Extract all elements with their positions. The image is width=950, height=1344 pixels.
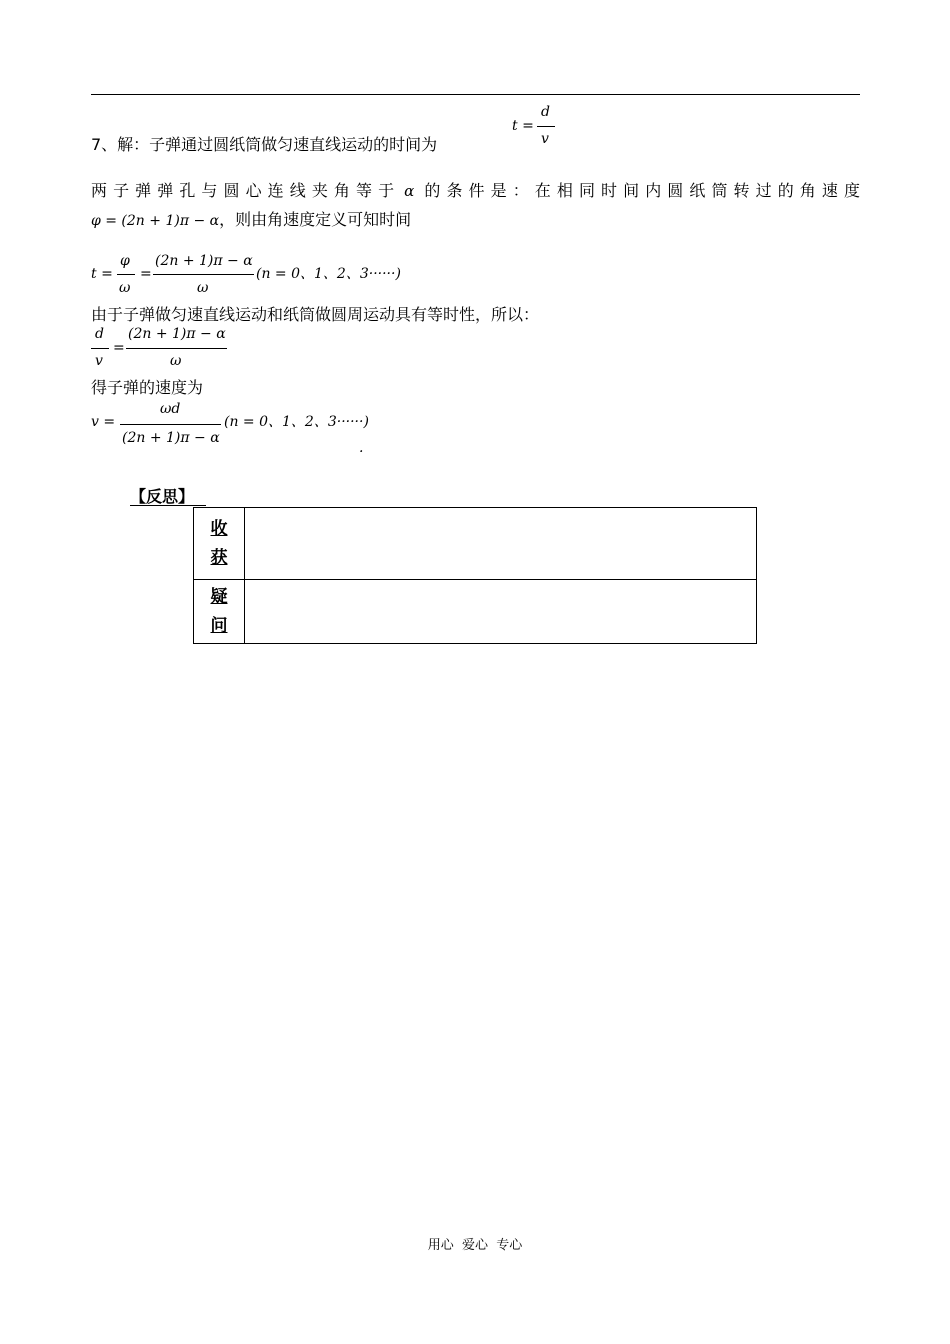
f3-den2: ω [170,353,182,369]
header-rule [91,94,860,95]
equal-time-text: 由于子弹做匀速直线运动和纸筒做圆周运动具有等时性，所以： [91,305,540,324]
f3-num1: d [95,326,104,342]
angle-line-text: ，则由角速度定义可知时间 [219,210,412,229]
reflection-table [193,507,757,644]
gains-content[interactable] [245,508,757,580]
f2-bar2 [153,274,254,275]
page-footer: 用心 爱心 专心 [427,1238,523,1253]
f2-lhs: t = [91,266,113,282]
gains-label-cell [194,508,245,580]
f4-lhs: v = [91,414,116,430]
f3-bar1 [91,348,109,349]
f4-denominator: (2n + 1)π − α [122,430,220,446]
f2-bar1 [117,274,135,275]
f2-condition: (n = 0、1、2、3······) [256,266,401,282]
condition-text-a: 两子弹弹孔与圆心连线夹角等于 [91,181,401,200]
f2-num1: φ [120,253,130,269]
f3-eq: = [113,340,125,356]
condition-line [91,181,860,201]
reflection-title-underline [130,505,206,506]
angle-formula: φ = (2n + 1)π − α [91,213,220,229]
f4-condition: (n = 0、1、2、3······) [224,414,369,430]
f3-den1: v [95,353,103,369]
f4-fraction-bar [120,424,221,425]
condition-text-b: 的条件是：在相同时间内圆纸筒转过的角速度 [418,181,860,200]
f1-denominator: v [541,131,549,147]
questions-label-char-1: 疑 [210,586,228,607]
gains-label-char-1: 收 [210,518,228,539]
gains-label-char-2: 获 [210,547,228,568]
reflection-row-questions [194,580,757,644]
solution-intro: 7、解：子弹通过圆纸筒做匀速直线运动的时间为 [91,135,438,154]
f3-bar2 [126,348,227,349]
f2-den1: ω [119,280,131,296]
angle-line [91,210,411,230]
questions-label-char-2: 问 [210,615,228,636]
reflection-row-gains [194,508,757,580]
f1-fraction-bar [537,126,555,127]
alpha-symbol: α [404,182,415,200]
f4-numerator: ωd [160,401,181,417]
f2-num2: (2n + 1)π − α [155,253,253,269]
questions-label-cell [194,580,245,644]
f2-den2: ω [197,280,209,296]
f1-numerator: d [541,104,550,120]
f3-num2: (2n + 1)π − α [128,326,226,342]
f2-eq: = [140,266,152,282]
reflection-title: 【反思】 [130,487,195,506]
f1-lhs: t = [512,118,534,134]
velocity-text: 得子弹的速度为 [91,378,204,397]
end-dot: . [359,440,364,456]
questions-content[interactable] [245,580,757,644]
